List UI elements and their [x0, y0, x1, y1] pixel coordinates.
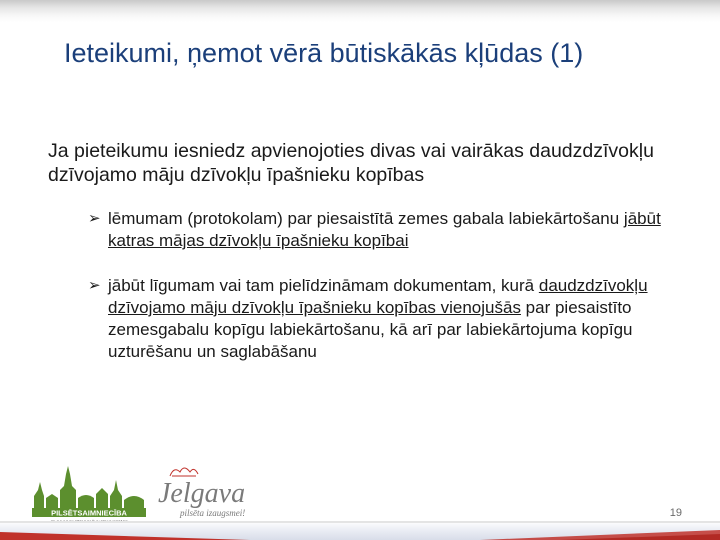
bullet-1-text-underlined: jābūt katras mājas dzīvokļu īpašnieku kopībai [108, 209, 661, 250]
top-gradient-bar [0, 0, 720, 22]
logo-right-tagline: pilsēta izaugsmei! [180, 508, 246, 518]
bullet-item-1 [88, 208, 688, 252]
pilsetsaimnieciba-logo [30, 460, 148, 526]
bullet-1-text-plain: lēmumam (protokolam) par piesaistītā zemes gabala labiekārtošanu [108, 209, 624, 228]
bullet-1-text [88, 208, 688, 252]
bullet-2-text-underlined: daudzdzīvokļu dzīvojamo māju dzīvokļu īpašnieku kopības vienojušās [108, 276, 648, 317]
page-number: 19 [669, 507, 682, 519]
slide-title: Ieteikumi, ņemot vērā būtiskākās kļūdas (1) [64, 38, 584, 68]
bullet-2-text-plain: jābūt līgumam vai tam pielīdzināmam dokumentam, kurā [108, 276, 539, 295]
logo-right-name: Jelgava [158, 478, 246, 509]
arrow-bullet-icon: ➢ [88, 210, 101, 227]
jelgava-logo [150, 462, 280, 522]
bullet-2-text [88, 275, 688, 363]
arrow-bullet-icon: ➢ [88, 277, 101, 294]
flag-stripes [0, 520, 720, 540]
bullet-2-text-rest: par piesaistīto zemesgabalu kopīgu labiekārtošanu, kā arī par labiekārtojuma kopīgu uzturēšanu un saglabāšanu [108, 298, 633, 361]
logo-left-name: PILSĒTSAIMNIECĪBA [51, 508, 127, 518]
lead-paragraph: Ja pieteikumu iesniedz apvienojoties divas vai vairākas daudzdzīvokļu dzīvojamo māju dzīvokļu īpašnieku kopības [48, 140, 654, 186]
bullet-item-2 [88, 275, 688, 363]
